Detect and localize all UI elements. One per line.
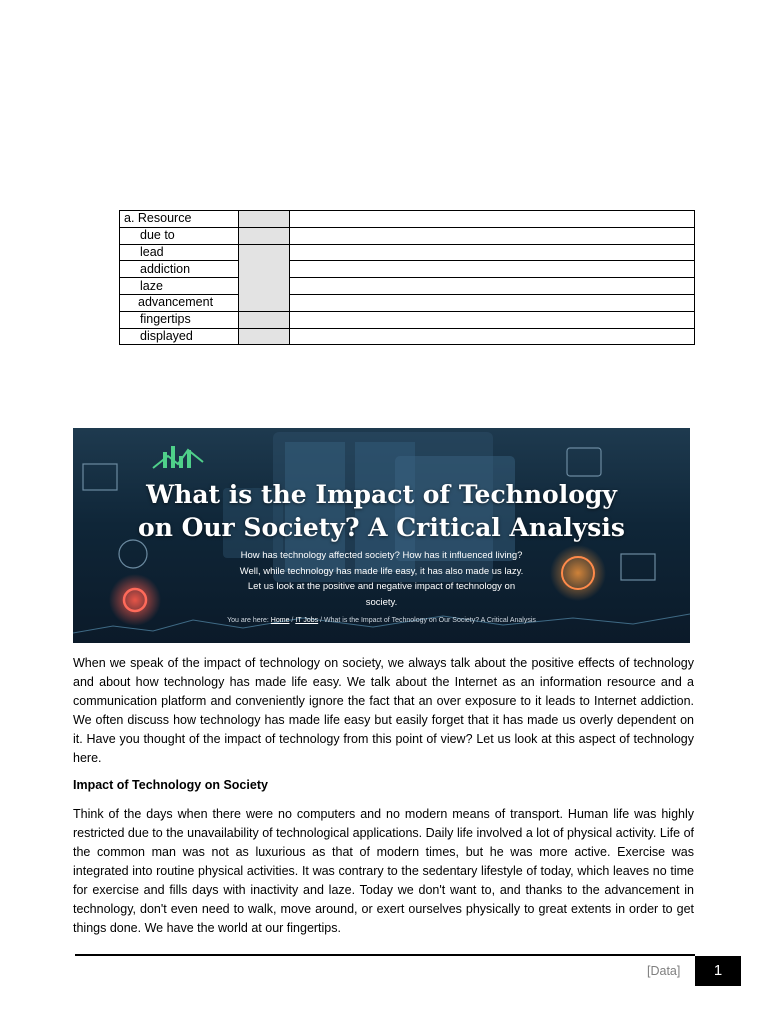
breadcrumb — [73, 617, 690, 624]
gray-cell — [239, 311, 290, 328]
banner-title-line2: on Our Society? A Critical Analysis — [138, 513, 625, 542]
table-row — [120, 294, 695, 311]
article-banner-image — [73, 428, 690, 643]
breadcrumb-prefix: You are here: — [227, 617, 271, 624]
gray-cell — [239, 294, 290, 311]
body-paragraph-2: Think of the days when there were no computers and no modern means of transport. Human life was highly restricted due to the unavailability of technological applications. Daily life involved a lot of physical activity. Life of the common man was not as luxurious as that of modern times, but he was more active. Exercise was integrated into routine physical activities. It was contrary to the sedentary lifestyle of today, which leaves no time for exercise and fills days with inactivity and laze. Today we don't want to, and thanks to the advancement in technology, don't even need to walk, move around, or exert ourselves physically to great extents in order to get things done. We have the world at our fingertips. — [73, 807, 694, 935]
answer-cell — [290, 311, 695, 328]
table-row — [120, 261, 695, 278]
answer-cell — [290, 227, 695, 244]
breadcrumb-home-link[interactable]: Home — [270, 617, 290, 624]
gray-cell — [239, 278, 290, 295]
breadcrumb-current: What is the Impact of Technology on Our Society? A Critical Analysis — [324, 617, 536, 624]
answer-cell — [290, 261, 695, 278]
section-heading: Impact of Technology on Society — [73, 778, 268, 792]
breadcrumb-section-link[interactable]: IT Jobs — [295, 617, 319, 624]
banner-title-line1: What is the Impact of Technology — [146, 480, 617, 509]
table-row — [120, 328, 695, 345]
banner-title — [73, 478, 690, 544]
gray-cell — [239, 328, 290, 345]
table-row — [120, 311, 695, 328]
footer-divider — [75, 954, 695, 956]
vocabulary-table — [119, 210, 695, 345]
table-row — [120, 244, 695, 261]
table-row — [120, 227, 695, 244]
vocab-word: fingertips — [120, 311, 239, 328]
vocab-word: due to — [120, 227, 239, 244]
breadcrumb-separator: / — [289, 617, 296, 624]
page-number: 1 — [695, 956, 741, 986]
table-row — [120, 278, 695, 295]
answer-cell — [290, 278, 695, 295]
vocab-word: addiction — [120, 261, 239, 278]
answer-cell — [290, 244, 695, 261]
gray-cell — [239, 261, 290, 278]
answer-cell — [290, 328, 695, 345]
vocab-word: advancement — [120, 294, 239, 311]
answer-cell — [290, 294, 695, 311]
gray-cell — [239, 244, 290, 261]
vocab-word: laze — [120, 278, 239, 295]
table-row — [120, 211, 695, 228]
vocab-word: a. Resource — [120, 211, 239, 228]
body-paragraph-1: When we speak of the impact of technology on society, we always talk about the positive effects of technology and about how technology has made life easy. We talk about the Internet as an information resource and a communication platform and conveniently ignore the fact that an over exposure to it leads to Internet addiction. We often discuss how technology has made life easy but easily forget that it has made us overly dependent on it. Have you thought of the impact of technology from this point of view? Let us look at this aspect of technology here. — [73, 656, 694, 765]
vocab-word: lead — [120, 244, 239, 261]
answer-cell — [290, 211, 695, 228]
footer-label: [Data] — [647, 964, 681, 978]
banner-subtitle: How has technology affected society? How has it influenced living? Well, while technology has made life easy, it has also made us lazy. Let us look at the positive and negative impact of technology on society. — [239, 550, 524, 608]
breadcrumb-separator: / — [318, 617, 324, 624]
vocab-word: displayed — [120, 328, 239, 345]
gray-cell — [239, 211, 290, 228]
gray-cell — [239, 227, 290, 244]
